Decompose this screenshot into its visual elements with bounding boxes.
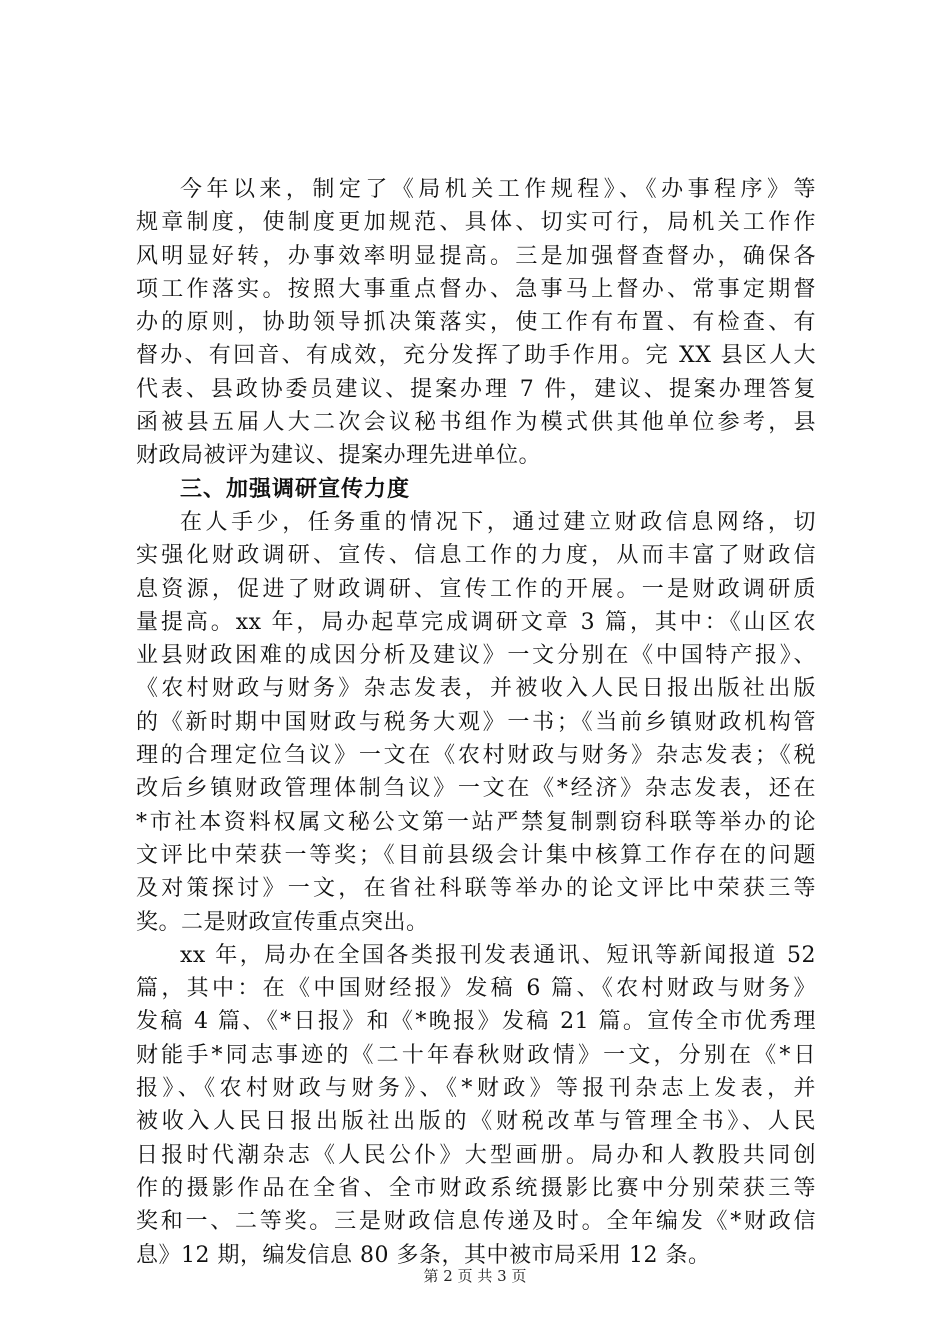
paragraph-line: 今年以来，制定了《局机关工作规程》、《办事程序》等 <box>180 177 816 202</box>
paragraph-line: 实强化财政调研、宣传、信息工作的力度，从而丰富了财政信 <box>136 543 816 569</box>
paragraph-line: xx 年，局办在全国各类报刊发表通讯、短讯等新闻报道 52 <box>180 942 816 968</box>
paragraph-line: 发稿 4 篇、《*日报》和《*晚报》发稿 21 篇。宣传全市优秀理 <box>136 1009 816 1035</box>
paragraph-line: 督办、有回音、有成效，充分发挥了助手作用。完 XX 县区人大 <box>136 343 816 369</box>
paragraph-line: 代表、县政协委员建议、提案办理 7 件，建议、提案办理答复 <box>136 376 816 402</box>
paragraph-line: 在人手少，任务重的情况下，通过建立财政信息网络，切 <box>180 509 816 535</box>
paragraph-line: *市社本资料权属文秘公文第一站严禁复制剽窃科联等举办的论 <box>136 809 816 835</box>
paragraph-line: 息资源，促进了财政调研、宣传工作的开展。一是财政调研质 <box>136 576 816 602</box>
paragraph-line: 业县财政困难的成因分析及建议》一文分别在《中国特产报》、 <box>136 643 816 669</box>
paragraph-line: 《农村财政与财务》杂志发表，并被收入人民日报出版社出版 <box>136 676 816 702</box>
paragraph-line: 的《新时期中国财政与税务大观》一书；《当前乡镇财政机构管 <box>136 709 816 735</box>
paragraph-line: 规章制度，使制度更加规范、具体、切实可行，局机关工作作 <box>136 210 816 236</box>
paragraph-line: 报》、《农村财政与财务》、《*财政》等报刊杂志上发表，并 <box>136 1076 816 1102</box>
section-heading: 三、加强调研宣传力度 <box>180 475 411 502</box>
page-footer: 第 2 页 共 3 页 <box>423 1267 527 1285</box>
paragraph-line: 财能手*同志事迹的《二十年春秋财政情》一文，分别在《*日 <box>136 1042 816 1068</box>
paragraph-line: 及对策探讨》一文，在省社科联等举办的论文评比中荣获三等 <box>136 876 816 902</box>
paragraph-line: 理的合理定位刍议》一文在《农村财政与财务》杂志发表；《税 <box>136 743 816 769</box>
paragraph-line: 篇，其中：在《中国财经报》发稿 6 篇、《农村财政与财务》 <box>136 976 816 1002</box>
paragraph-line: 作的摄影作品在全省、全市财政系统摄影比赛中分别荣获三等 <box>136 1175 816 1201</box>
paragraph-line: 日报时代潮杂志《人民公仆》大型画册。局办和人教股共同创 <box>136 1142 816 1168</box>
document-body <box>136 173 816 1272</box>
paragraph-line: 文评比中荣获一等奖；《目前县级会计集中核算工作存在的问题 <box>136 842 816 868</box>
paragraph-line: 风明显好转，办事效率明显提高。三是加强督查督办，确保各 <box>136 243 816 269</box>
paragraph-line: 奖。二是财政宣传重点突出。 <box>136 909 429 935</box>
paragraph-line: 改后乡镇财政管理体制刍议》一文在《*经济》杂志发表，还在 <box>136 776 816 802</box>
paragraph-line: 被收入人民日报出版社出版的《财税改革与管理全书》、人民 <box>136 1109 816 1135</box>
paragraph-line: 函被县五届人大二次会议秘书组作为模式供其他单位参考，县 <box>136 410 816 436</box>
paragraph-line: 息》12 期，编发信息 80 多条，其中被市局采用 12 条。 <box>136 1242 711 1268</box>
paragraph-line: 量提高。xx 年，局办起草完成调研文章 3 篇，其中：《山区农 <box>136 609 816 635</box>
paragraph-line: 办的原则，协助领导抓决策落实，使工作有布置、有检查、有 <box>136 310 816 336</box>
paragraph-line: 奖和一、二等奖。三是财政信息传递及时。全年编发《*财政信 <box>136 1209 816 1235</box>
paragraph-line: 项工作落实。按照大事重点督办、急事马上督办、常事定期督 <box>136 276 816 302</box>
paragraph-line: 财政局被评为建议、提案办理先进单位。 <box>136 443 542 469</box>
